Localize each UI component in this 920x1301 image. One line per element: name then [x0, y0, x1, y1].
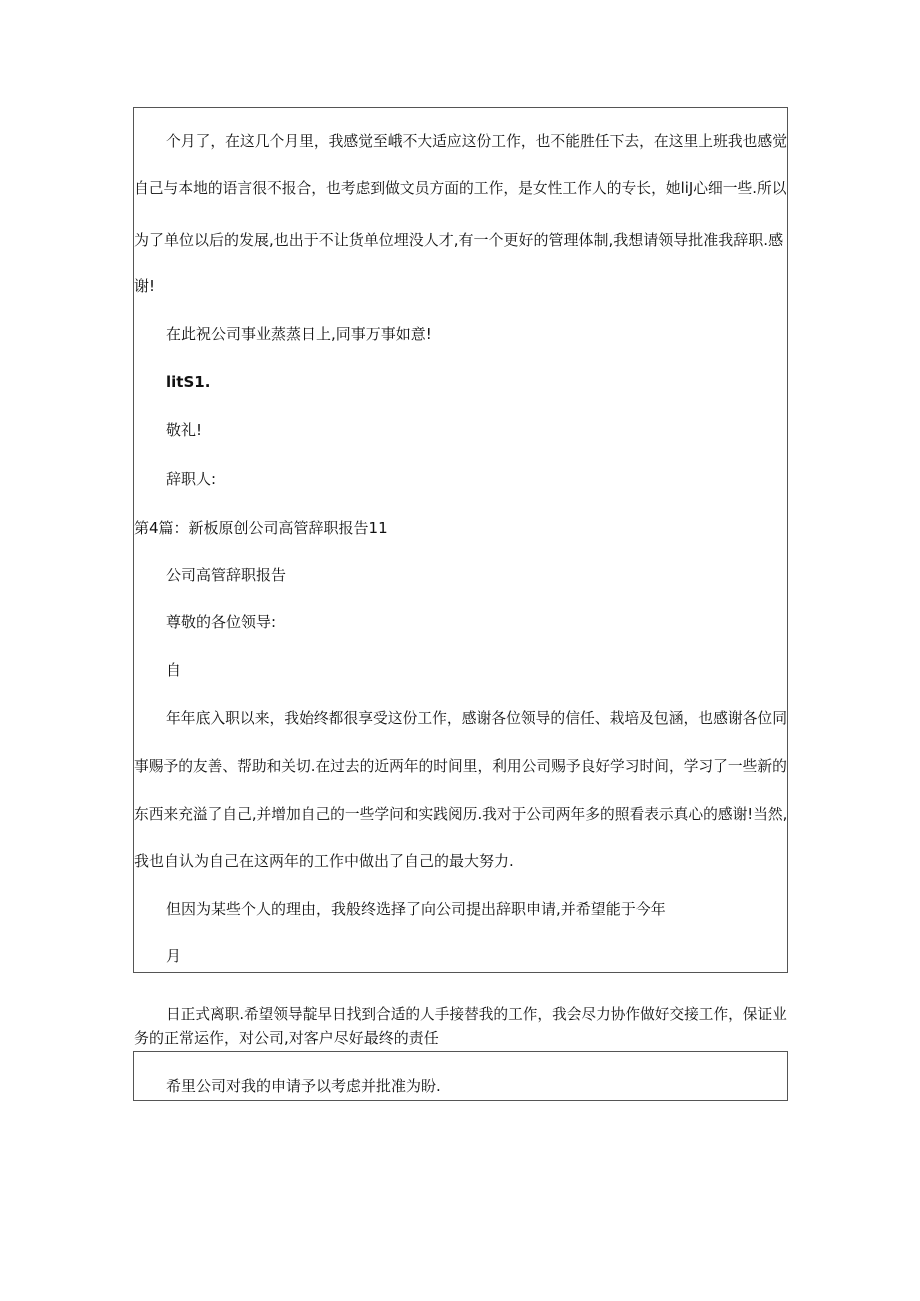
body-paragraph-line: 月: [166, 947, 182, 965]
body-paragraph-line: 为了单位以后的发展,也出于不让货单位埋没人才,有一个更好的管理体制,我想请领导批准我辞职.感: [134, 231, 784, 249]
body-paragraph-line: 东西来充溢了自己,并增加自己的一些学问和实践阅历.我对于公司两年多的照看表示真心的感谢!当然,: [134, 805, 788, 823]
body-paragraph-line: 我也自认为自己在这两年的工作中做出了自己的最大努力.: [134, 852, 514, 870]
blessing-line: 在此祝公司事业蒸蒸日上,同事万事如意!: [166, 325, 432, 343]
body-paragraph-line: 事赐予的友善、帮助和关切.在过去的近两年的时间里，利用公司赐予良好学习时间，学习了一些新的: [134, 757, 787, 775]
body-paragraph-line: 年年底入职以来，我始终都很享受这份工作，感谢各位领导的信任、栽培及包涵，也感谢各位同: [166, 709, 788, 727]
section-heading: 第4篇：新板原创公司高管辞职报告11: [134, 519, 388, 537]
document-title: 公司高管辞职报告: [166, 566, 287, 584]
greeting: 尊敬的各位领导:: [166, 613, 277, 631]
body-paragraph-line: 但因为某些个人的理由，我般终选择了向公司提出辞职申请,并希望能于今年: [166, 900, 666, 918]
body-paragraph-line: 自己与本地的语言很不报合，也考虑到做文员方面的工作，是女性工作人的专长，她liJ心细一些.所以: [134, 179, 787, 197]
body-paragraph-line: 谢!: [134, 277, 156, 295]
body-paragraph-line: 日正式离职.希望领导靛早日找到合适的人手接替我的工作，我会尽力协作做好交接工作，保证业: [166, 1005, 787, 1023]
signature-label: 辞职人:: [166, 470, 217, 488]
salutation-fragment: litS1.: [166, 373, 211, 391]
body-paragraph-line: 务的正常运作，对公司,对客户尽好最终的责任: [134, 1029, 439, 1047]
body-paragraph-line: 个月了，在这几个月里，我感觉至峨不大适应这份工作，也不能胜任下去，在这里上班我也感觉: [166, 132, 788, 150]
body-paragraph-line: 自: [166, 661, 182, 679]
closing-request: 希里公司对我的申请予以考虑并批准为盼.: [166, 1077, 441, 1095]
salutation: 敬礼!: [166, 421, 203, 439]
